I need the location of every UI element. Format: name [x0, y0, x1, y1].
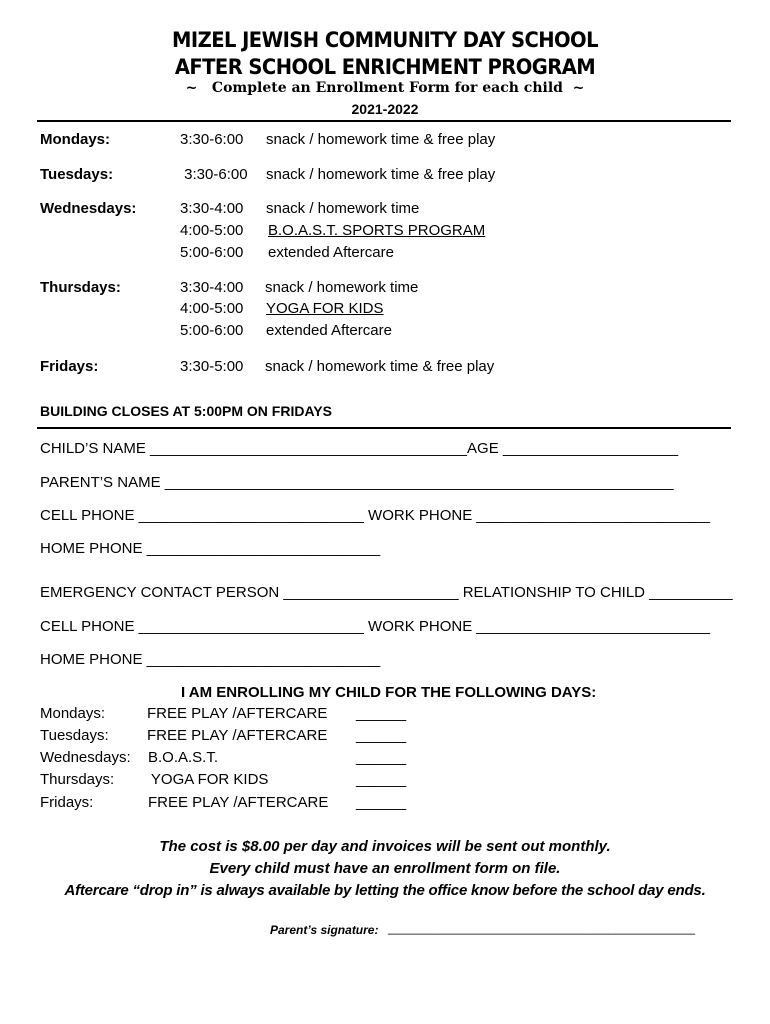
enroll-blank-tuesday[interactable]: ______ [356, 727, 407, 744]
enroll-blank-thursday[interactable]: ______ [356, 771, 407, 788]
schedule-time: 3:30-5:00 [180, 358, 244, 375]
emergency-home-phone-field[interactable]: HOME PHONE ____________________________ [40, 651, 381, 668]
building-notice: BUILDING CLOSES AT 5:00PM ON FRIDAYS [40, 403, 332, 419]
schedule-day-thursday: Thursdays: [40, 279, 121, 296]
enroll-blank-monday[interactable]: ______ [356, 705, 407, 722]
header-divider [37, 120, 731, 122]
enroll-blank-wednesday[interactable]: ______ [356, 749, 407, 766]
enroll-day: Thursdays: [40, 771, 115, 788]
enroll-option: B.O.A.S.T. [148, 749, 219, 766]
enrollment-heading: I AM ENROLLING MY CHILD FOR THE FOLLOWING DAYS: [181, 684, 597, 701]
emergency-contact-field[interactable]: EMERGENCY CONTACT PERSON _____________________ RELATIONSHIP TO CHILD __________ [40, 584, 733, 601]
schedule-time: 4:00-5:00 [180, 300, 244, 317]
schedule-time: 3:30-6:00 [180, 131, 244, 148]
emergency-phone-fields[interactable]: CELL PHONE ___________________________ WORK PHONE ____________________________ [40, 618, 710, 635]
schedule-activity: snack / homework time [266, 200, 420, 217]
enroll-option: FREE PLAY /AFTERCARE [147, 727, 328, 744]
enroll-day: Fridays: [40, 794, 94, 811]
enroll-option: YOGA FOR KIDS [147, 771, 269, 788]
schedule-day-friday: Fridays: [40, 358, 99, 375]
drop-in-note: Aftercare “drop in” is always available by letting the office know before the school day ends. [64, 882, 706, 899]
section-divider [37, 427, 731, 429]
schedule-time: 3:30-4:00 [180, 279, 244, 296]
form-note: Every child must have an enrollment form on file. [209, 860, 561, 877]
schedule-time: 5:00-6:00 [180, 244, 244, 261]
schedule-time: 5:00-6:00 [180, 322, 244, 339]
child-name-field[interactable]: CHILD’S NAME ______________________________________AGE _____________________ [40, 440, 679, 457]
enroll-day: Mondays: [40, 705, 106, 722]
schedule-time: 3:30-4:00 [180, 200, 244, 217]
schedule-activity: snack / homework time & free play [265, 358, 495, 375]
schedule-activity: snack / homework time & free play [266, 131, 496, 148]
boast-sports-program: B.O.A.S.T. SPORTS PROGRAM [268, 222, 486, 239]
parent-home-phone-field[interactable]: HOME PHONE ____________________________ [40, 540, 381, 557]
enroll-option: FREE PLAY /AFTERCARE [148, 794, 329, 811]
parent-name-field[interactable]: PARENT’S NAME _____________________________________________________________ [40, 474, 674, 491]
program-title: AFTER SCHOOL ENRICHMENT PROGRAM [174, 55, 596, 79]
schedule-day-monday: Mondays: [40, 131, 111, 148]
schedule-activity: snack / homework time [265, 279, 419, 296]
schedule-day-wednesday: Wednesdays: [40, 200, 137, 217]
enroll-day: Tuesdays: [40, 727, 109, 744]
schedule-activity: snack / homework time & free play [266, 166, 496, 183]
enroll-option: FREE PLAY /AFTERCARE [147, 705, 328, 722]
signature-label: Parent’s signature: [270, 923, 379, 937]
school-year: 2021-2022 [351, 101, 419, 117]
signature-line[interactable]: ______________________________________________ [388, 921, 695, 935]
schedule-time: 4:00-5:00 [180, 222, 244, 239]
schedule-activity: extended Aftercare [266, 322, 392, 339]
schedule-time: 3:30-6:00 [180, 166, 248, 183]
schedule-day-tuesday: Tuesdays: [40, 166, 114, 183]
schedule-activity: extended Aftercare [268, 244, 394, 261]
cost-note: The cost is $8.00 per day and invoices will be sent out monthly. [159, 838, 611, 855]
parent-phone-fields[interactable]: CELL PHONE ___________________________ WORK PHONE ____________________________ [40, 507, 710, 524]
enroll-day: Wednesdays: [40, 749, 131, 766]
enroll-blank-friday[interactable]: ______ [356, 794, 407, 811]
form-subtitle: ~ Complete an Enrollment Form for each child ~ [185, 80, 585, 96]
yoga-for-kids: YOGA FOR KIDS [266, 300, 384, 317]
school-title: MIZEL JEWISH COMMUNITY DAY SCHOOL [172, 28, 598, 52]
